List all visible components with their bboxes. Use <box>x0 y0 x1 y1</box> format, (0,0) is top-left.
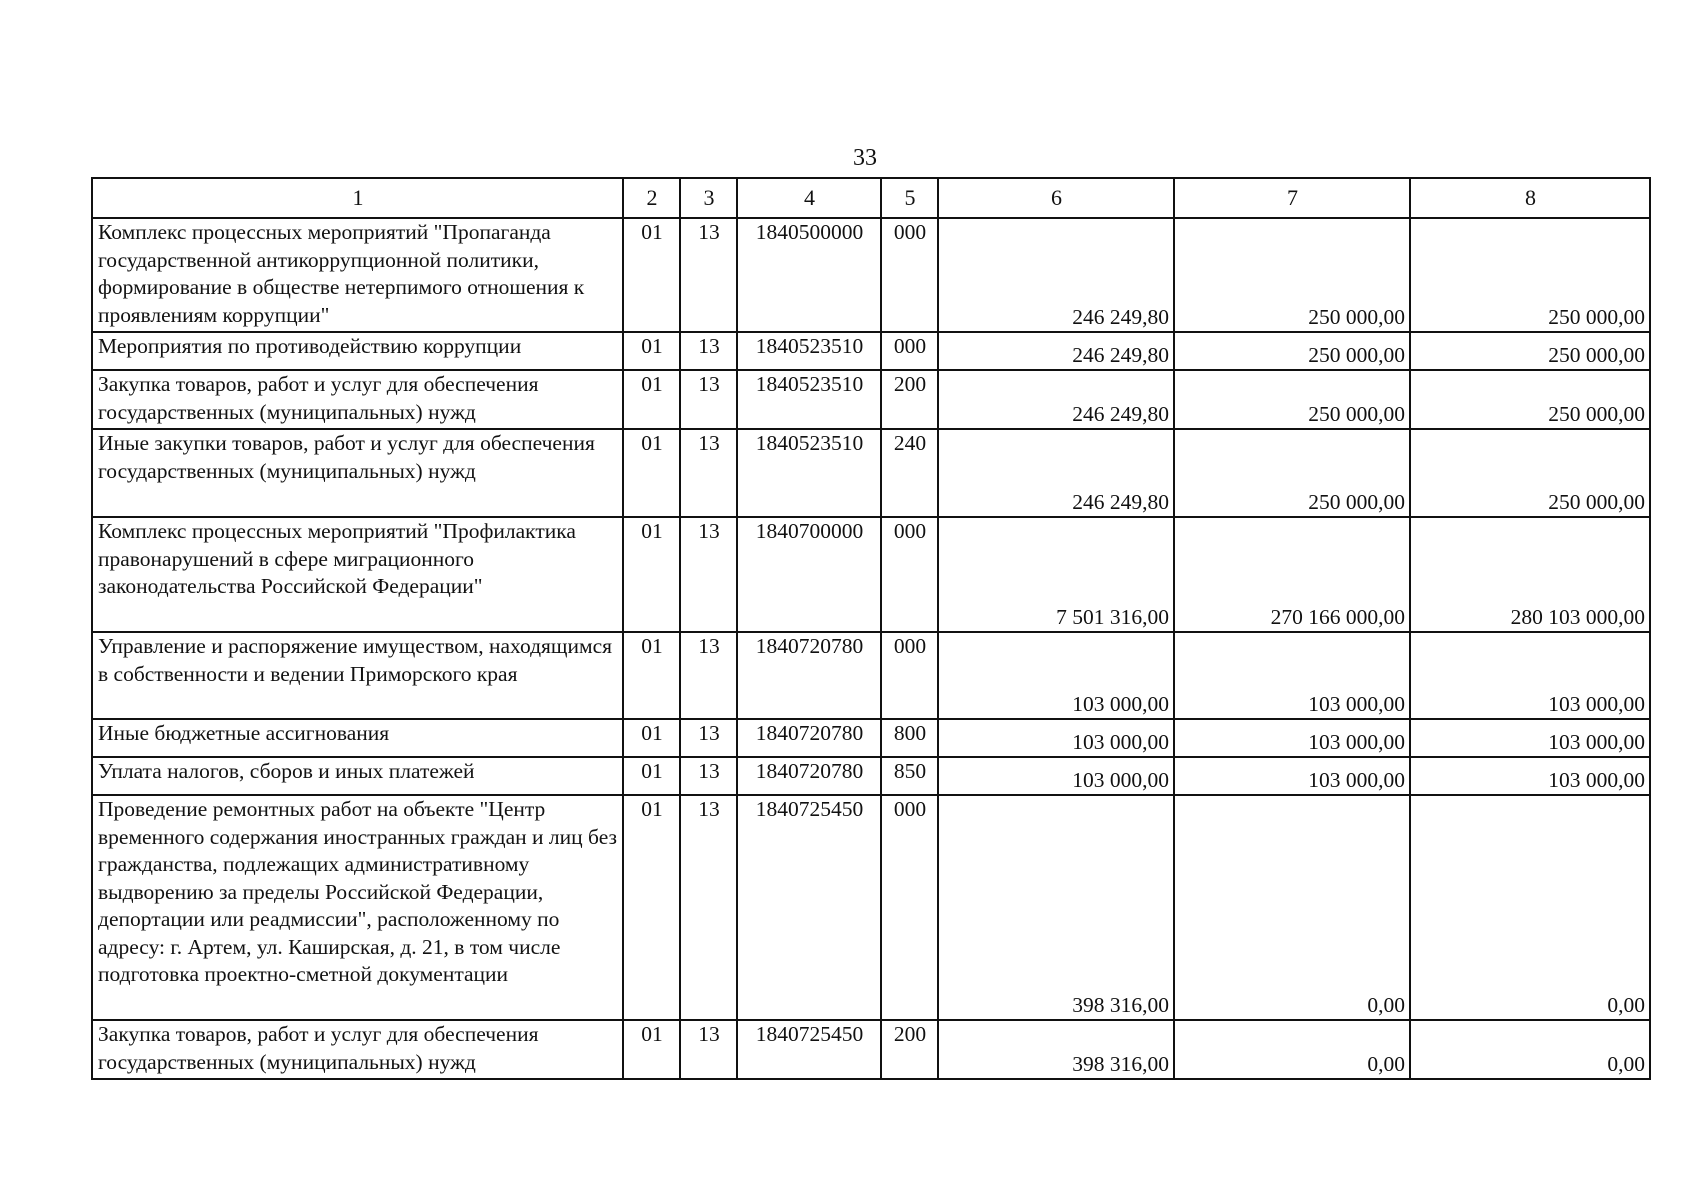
expense-type-code: 200 <box>881 370 938 429</box>
section-code: 01 <box>623 795 680 1020</box>
column-header-7: 7 <box>1174 178 1410 218</box>
table-row <box>92 370 1650 429</box>
table-row <box>92 757 1650 795</box>
section-code: 01 <box>623 517 680 632</box>
amount-col-7: 0,00 <box>1174 1020 1410 1079</box>
subsection-code: 13 <box>680 429 737 517</box>
target-article-code: 1840720780 <box>737 632 881 719</box>
column-header-4: 4 <box>737 178 881 218</box>
amount-col-6: 398 316,00 <box>938 795 1174 1020</box>
target-article-code: 1840725450 <box>737 795 881 1020</box>
row-name: Комплекс процессных мероприятий "Профилактика правонарушений в сфере миграционного законодательства Российской Федерации" <box>92 517 623 632</box>
amount-col-8: 250 000,00 <box>1410 218 1650 332</box>
amount-col-6: 103 000,00 <box>938 719 1174 757</box>
amount-col-7: 103 000,00 <box>1174 757 1410 795</box>
section-code: 01 <box>623 332 680 370</box>
amount-col-6: 103 000,00 <box>938 632 1174 719</box>
amount-col-8: 250 000,00 <box>1410 332 1650 370</box>
table-row <box>92 429 1650 517</box>
column-header-5: 5 <box>881 178 938 218</box>
subsection-code: 13 <box>680 517 737 632</box>
amount-col-8: 0,00 <box>1410 1020 1650 1079</box>
amount-col-8: 280 103 000,00 <box>1410 517 1650 632</box>
section-code: 01 <box>623 757 680 795</box>
amount-col-7: 250 000,00 <box>1174 218 1410 332</box>
amount-col-7: 250 000,00 <box>1174 332 1410 370</box>
target-article-code: 1840523510 <box>737 370 881 429</box>
table-row <box>92 632 1650 719</box>
section-code: 01 <box>623 1020 680 1079</box>
target-article-code: 1840720780 <box>737 757 881 795</box>
table-row <box>92 1020 1650 1079</box>
section-code: 01 <box>623 632 680 719</box>
amount-col-6: 7 501 316,00 <box>938 517 1174 632</box>
table-row <box>92 719 1650 757</box>
column-header-2: 2 <box>623 178 680 218</box>
amount-col-6: 246 249,80 <box>938 429 1174 517</box>
expense-type-code: 000 <box>881 332 938 370</box>
amount-col-7: 0,00 <box>1174 795 1410 1020</box>
amount-col-6: 246 249,80 <box>938 370 1174 429</box>
column-header-3: 3 <box>680 178 737 218</box>
column-header-1: 1 <box>92 178 623 218</box>
amount-col-8: 250 000,00 <box>1410 370 1650 429</box>
amount-col-8: 0,00 <box>1410 795 1650 1020</box>
target-article-code: 1840725450 <box>737 1020 881 1079</box>
table-row <box>92 218 1650 332</box>
row-name: Уплата налогов, сборов и иных платежей <box>92 757 623 795</box>
row-name: Иные бюджетные ассигнования <box>92 719 623 757</box>
amount-col-7: 250 000,00 <box>1174 370 1410 429</box>
subsection-code: 13 <box>680 757 737 795</box>
budget-table <box>91 177 1651 1080</box>
row-name: Управление и распоряжение имуществом, находящимся в собственности и ведении Приморского края <box>92 632 623 719</box>
amount-col-8: 250 000,00 <box>1410 429 1650 517</box>
table-row <box>92 517 1650 632</box>
header-row <box>92 178 1650 218</box>
expense-type-code: 850 <box>881 757 938 795</box>
subsection-code: 13 <box>680 795 737 1020</box>
row-name: Проведение ремонтных работ на объекте "Центр временного содержания иностранных граждан и лиц без гражданства, подлежащих административному выдворению за пределы Российской Федерации, депортации или реадмиссии", расположенному по адресу: г. Артем, ул. Каширская, д. 21, в том числе подготовка проектно-сметной документации <box>92 795 623 1020</box>
amount-col-8: 103 000,00 <box>1410 719 1650 757</box>
subsection-code: 13 <box>680 218 737 332</box>
amount-col-6: 398 316,00 <box>938 1020 1174 1079</box>
amount-col-6: 103 000,00 <box>938 757 1174 795</box>
subsection-code: 13 <box>680 332 737 370</box>
section-code: 01 <box>623 370 680 429</box>
column-header-6: 6 <box>938 178 1174 218</box>
subsection-code: 13 <box>680 370 737 429</box>
row-name: Комплекс процессных мероприятий "Пропаганда государственной антикоррупционной политики, формирование в обществе нетерпимого отношения к проявлениям коррупции" <box>92 218 623 332</box>
amount-col-7: 103 000,00 <box>1174 719 1410 757</box>
expense-type-code: 200 <box>881 1020 938 1079</box>
amount-col-8: 103 000,00 <box>1410 757 1650 795</box>
subsection-code: 13 <box>680 1020 737 1079</box>
target-article-code: 1840720780 <box>737 719 881 757</box>
expense-type-code: 000 <box>881 632 938 719</box>
section-code: 01 <box>623 218 680 332</box>
target-article-code: 1840500000 <box>737 218 881 332</box>
subsection-code: 13 <box>680 632 737 719</box>
row-name: Иные закупки товаров, работ и услуг для обеспечения государственных (муниципальных) нужд <box>92 429 623 517</box>
section-code: 01 <box>623 429 680 517</box>
amount-col-7: 270 166 000,00 <box>1174 517 1410 632</box>
row-name: Закупка товаров, работ и услуг для обеспечения государственных (муниципальных) нужд <box>92 1020 623 1079</box>
table-row <box>92 332 1650 370</box>
target-article-code: 1840523510 <box>737 429 881 517</box>
expense-type-code: 240 <box>881 429 938 517</box>
amount-col-7: 250 000,00 <box>1174 429 1410 517</box>
column-header-8: 8 <box>1410 178 1650 218</box>
target-article-code: 1840700000 <box>737 517 881 632</box>
target-article-code: 1840523510 <box>737 332 881 370</box>
row-name: Закупка товаров, работ и услуг для обеспечения государственных (муниципальных) нужд <box>92 370 623 429</box>
page-number: 33 <box>853 145 877 171</box>
amount-col-6: 246 249,80 <box>938 218 1174 332</box>
expense-type-code: 000 <box>881 517 938 632</box>
section-code: 01 <box>623 719 680 757</box>
table-row <box>92 795 1650 1020</box>
row-name: Мероприятия по противодействию коррупции <box>92 332 623 370</box>
amount-col-8: 103 000,00 <box>1410 632 1650 719</box>
subsection-code: 13 <box>680 719 737 757</box>
expense-type-code: 000 <box>881 795 938 1020</box>
amount-col-6: 246 249,80 <box>938 332 1174 370</box>
amount-col-7: 103 000,00 <box>1174 632 1410 719</box>
expense-type-code: 800 <box>881 719 938 757</box>
expense-type-code: 000 <box>881 218 938 332</box>
